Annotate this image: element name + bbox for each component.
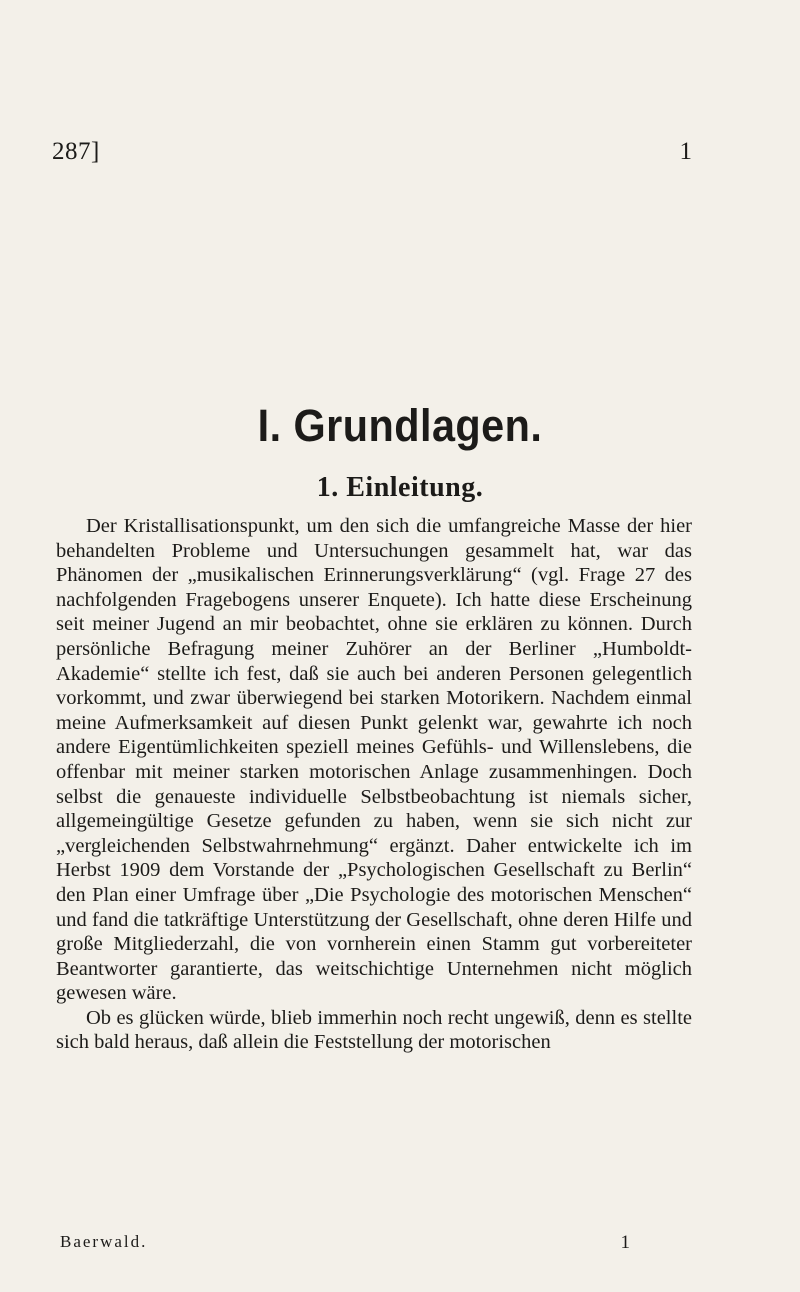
paragraph: Der Kristallisationspunkt, um den sich die umfangreiche Masse der hier behandelten Probleme und Untersuchungen gesammelt hat, war das Phänomen der „musikalischen Erinnerungsverklärung“ (vgl. Frage 27 des nachfolgenden Fragebogens unserer Enquete). Ich hatte diese Erscheinung seit meiner Jugend an mir beobachtet, ohne sie erklären zu können. Durch persönliche Befragung meiner Zuhörer an der Berliner „Humboldt-Akademie“ stellte ich fest, daß sie auch bei anderen Personen gelegentlich vorkommt, und zwar überwiegend bei starken Motorikern. Nachdem einmal meine Aufmerksamkeit auf diesen Punkt gelenkt war, gewahrte ich noch andere Eigentümlichkeiten speziell meines Gefühls- und Willenslebens, die offenbar mit meiner starken motorischen Anlage zusammenhingen. Doch selbst die genaueste individuelle Selbstbeobachtung ist niemals sicher, allgemeingültige Gesetze gefunden zu haben, wenn sie sich nicht zur „vergleichenden Selbstwahrnehmung“ ergänzt. Daher entwickelte ich im Herbst 1909 dem Vorstande der „Psychologischen Gesellschaft zu Berlin“ den Plan einer Umfrage über „Die Psychologie des motorischen Menschen“ und fand die tatkräftige Unterstützung der Gesellschaft, ohne deren Hilfe und große Mitgliederzahl, die von vornherein einen Stamm gut vorbereiteter Beantworter garantierte, das weitschichtige Unternehmen nicht möglich gewesen wäre. (56, 515, 692, 1005)
signature-mark: 1 (620, 1232, 630, 1253)
chapter-title: I. Grundlagen. (257, 400, 543, 451)
section-title: 1. Einleitung. (316, 472, 484, 503)
footer-author: Baerwald. (60, 1232, 148, 1251)
page-number: 1 (679, 138, 692, 165)
body-text (56, 514, 692, 1055)
footer (60, 1232, 630, 1258)
paragraph: Ob es glücken würde, blieb immerhin noch recht ungewiß, denn es stellte sich bald heraus, daß allein die Feststellung der motorischen (56, 1006, 692, 1054)
page-reference: 287] (52, 138, 100, 165)
running-head (52, 138, 692, 170)
